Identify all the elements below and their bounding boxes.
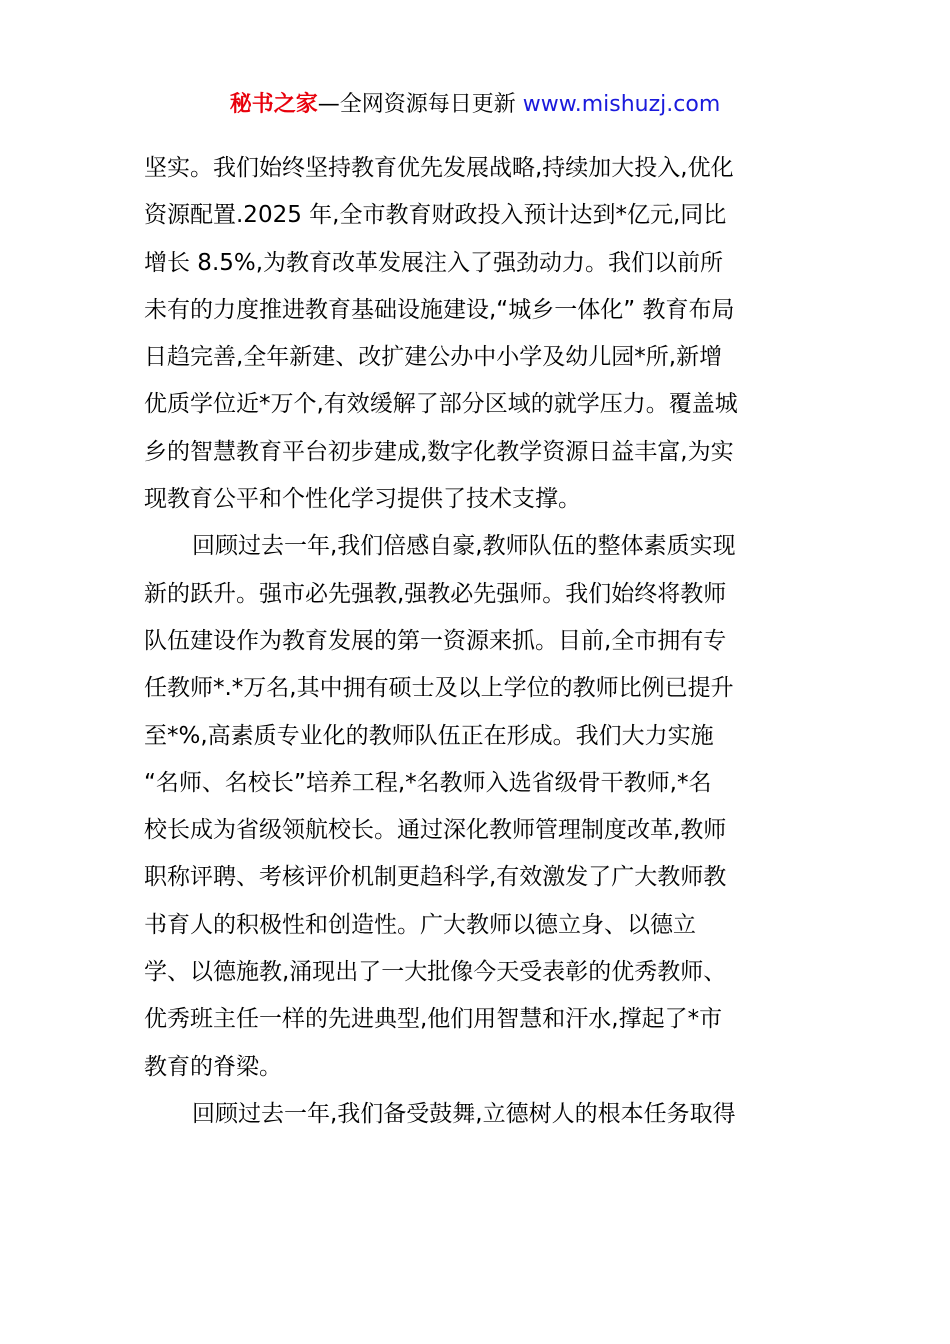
- text-line: 队伍建设作为教育发展的第一资源来抓。目前,全市拥有专: [144, 627, 727, 654]
- text-line: 校长成为省级领航校长。通过深化教师管理制度改革,教师: [144, 817, 727, 844]
- site-header: [0, 88, 950, 122]
- text-line: 乡的智慧教育平台初步建成,数字化教学资源日益丰富,为实: [144, 438, 734, 465]
- text-line: 职称评聘、考核评价机制更趋科学,有效激发了广大教师教: [144, 864, 727, 891]
- text-line: 优秀班主任一样的先进典型,他们用智慧和汗水,撑起了*市: [144, 1006, 723, 1033]
- text-line: 教育的脊梁。: [144, 1053, 282, 1080]
- header-tagline: —全网资源每日更新: [317, 92, 516, 117]
- text-line: “名师、名校长”培养工程,*名教师入选省级骨干教师,*名: [144, 769, 712, 796]
- text-line: 未有的力度推进教育基础设施建设,“城乡一体化” 教育布局: [144, 296, 735, 323]
- text-line: 任教师*.*万名,其中拥有硕士及以上学位的教师比例已提升: [144, 675, 734, 702]
- text-line: 日趋完善,全年新建、改扩建公办中小学及幼儿园*所,新增: [144, 344, 723, 371]
- text-line: 至*%,高素质专业化的教师队伍正在形成。我们大力实施: [144, 722, 714, 749]
- text-line: 坚实。我们始终坚持教育优先发展战略,持续加大投入,优化: [144, 155, 734, 181]
- paragraph-3: [144, 1091, 824, 1138]
- brand-name: 秘书之家: [229, 92, 318, 117]
- text-line: 回顾过去一年,我们备受鼓舞,立德树人的根本任务取得: [192, 1100, 736, 1127]
- text-line: 学、以德施教,涌现出了一大批像今天受表彰的优秀教师、: [144, 959, 727, 986]
- paragraph-2: [144, 523, 824, 1091]
- paragraph-1: [144, 145, 824, 523]
- text-line: 书育人的积极性和创造性。广大教师以德立身、以德立: [144, 911, 696, 938]
- text-line: 现教育公平和个性化学习提供了技术支撑。: [144, 486, 581, 513]
- text-line: 回顾过去一年,我们倍感自豪,教师队伍的整体素质实现: [192, 533, 736, 560]
- text-line: 优质学位近*万个,有效缓解了部分区域的就学压力。覆盖城: [144, 391, 738, 418]
- site-url-link[interactable]: www.mishuzj.com: [515, 92, 721, 117]
- document-body: [144, 145, 824, 1138]
- text-line: 资源配置.2025 年,全市教育财政投入预计达到*亿元,同比: [144, 202, 727, 229]
- text-line: 增长 8.5%,为教育改革发展注入了强劲动力。我们以前所: [144, 249, 724, 276]
- text-line: 新的跃升。强市必先强教,强教必先强师。我们始终将教师: [144, 580, 727, 607]
